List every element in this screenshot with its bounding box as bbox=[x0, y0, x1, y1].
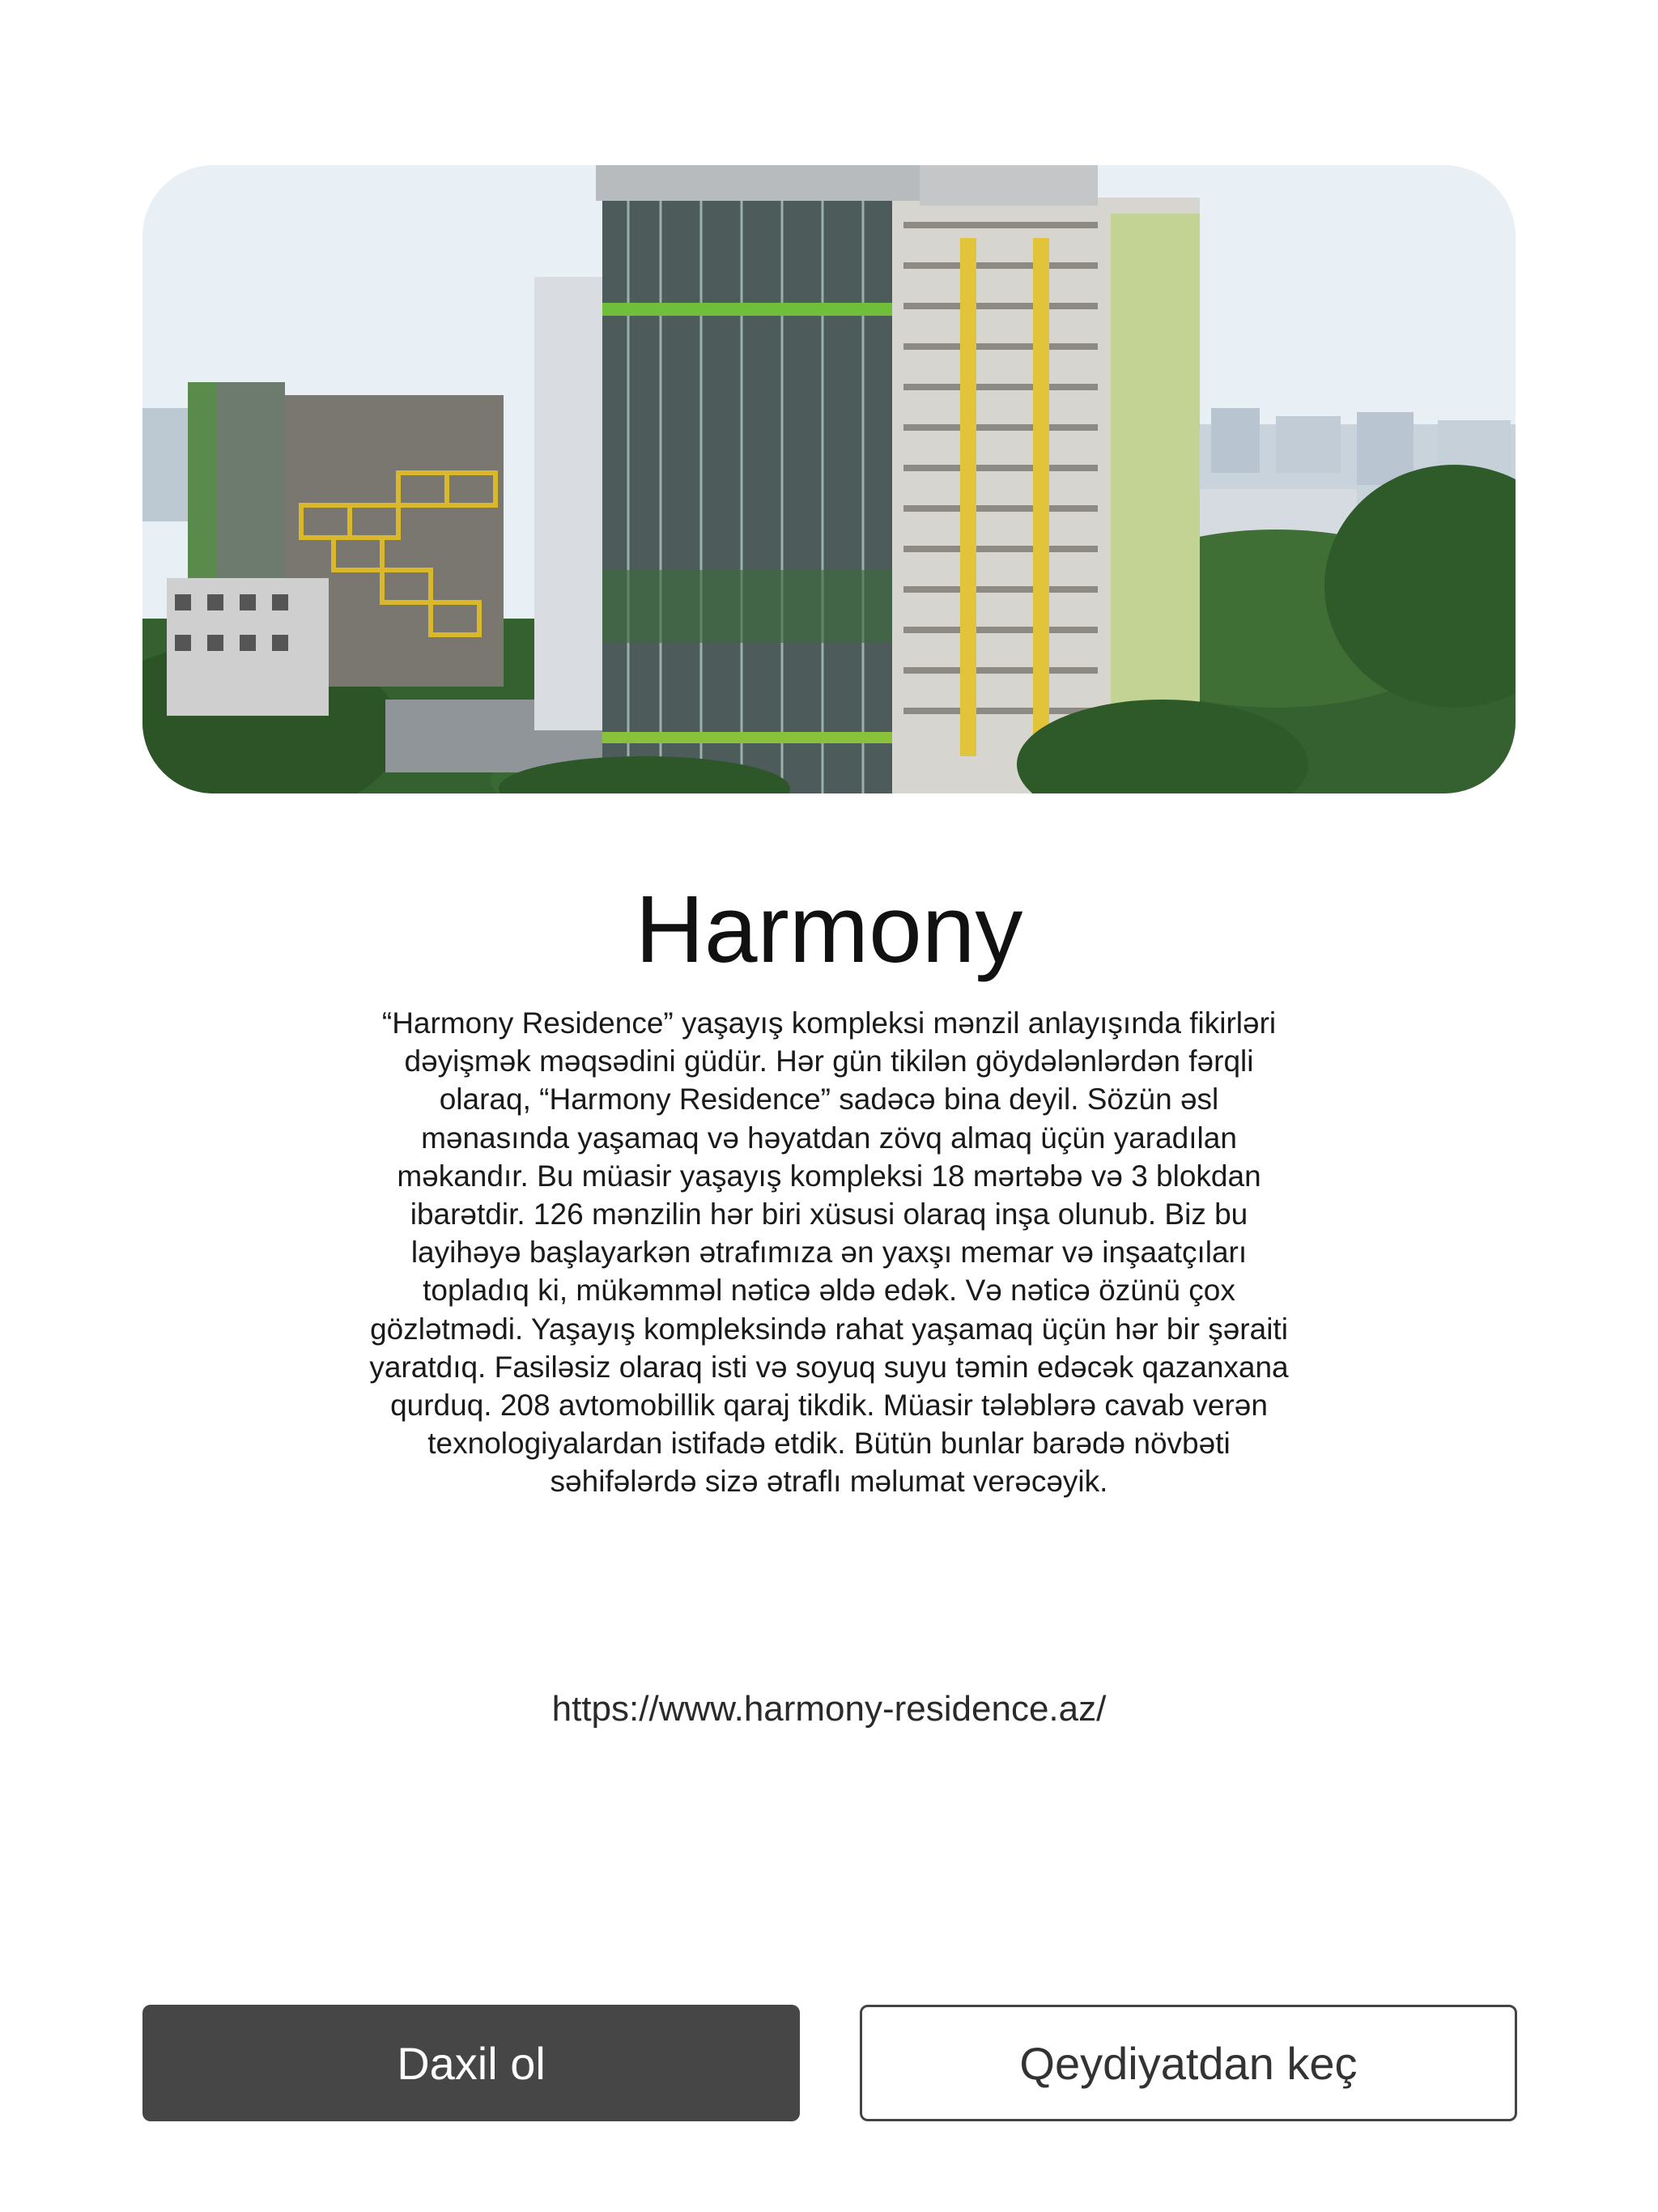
description-text: “Harmony Residence” yaşayış kompleksi mənzil anlayışında fikirləri dəyişmək məqsədini güdür. Hər gün tikilən göydələnlərdən fərqli olaraq, “Harmony Residence” sadəcə bina deyil. Sözün əsl mənasında yaşamaq və həyatdan zövq almaq üçün yaradılan məkandır. Bu müasir yaşayış kompleksi 18 mərtəbə və 3 blokdan ibarətdir. 126 mənzilin hər biri xüsusi olaraq inşa olunub. Biz bu layihəyə başlayarkən ətrafımıza ən yaxşı memar və inşaatçıları topladıq ki, mükəmməl nəticə əldə edək. Və nəticə özünü çox gözlətmədi. Yaşayış kompleksində rahat yaşamaq üçün hər bir şəraiti yaratdıq. Fasiləsiz olaraq isti və soyuq suyu təmin edəcək qazanxana qurduq. 208 avtomobillik qaraj tikdik. Müasir tələblərə cavab verən texnologiyalardan istifadə etdik. Bütün bunlar barədə növbəti səhifələrdə sizə ətraflı məlumat verəcəyik. bbox=[369, 1006, 1289, 1499]
register-button[interactable]: Qeydiyatdan keç bbox=[860, 2005, 1517, 2121]
hero-image bbox=[142, 165, 1516, 793]
page-title: Harmony bbox=[635, 876, 1023, 983]
login-button[interactable]: Daxil ol bbox=[142, 2005, 800, 2121]
website-link[interactable]: https://www.harmony-residence.az/ bbox=[551, 1689, 1107, 1729]
